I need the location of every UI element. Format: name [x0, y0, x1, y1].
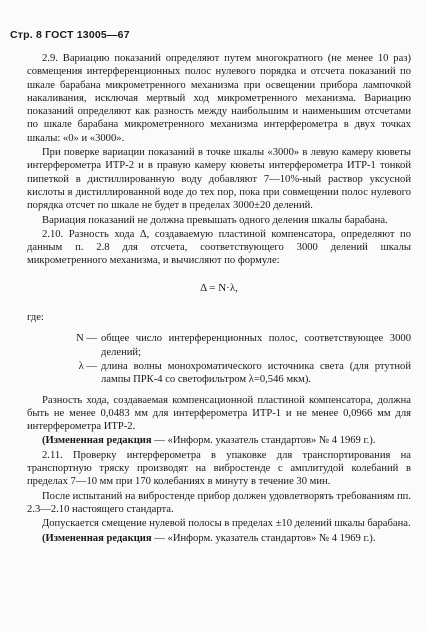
definition-symbol: λ — [78, 360, 97, 372]
paragraph-2-11-after-test: После испытаний на вибростенде прибор должен удовлетворять требованиям пп. 2.3—2.10 настоящего стандарта. [27, 490, 411, 515]
page-header: Стр. 8 ГОСТ 13005—67 [10, 29, 130, 41]
revision-note-1 [27, 434, 411, 447]
paragraph-2-9: 2.9. Вариацию показаний определяют путем многократного (не менее 10 раз) совмещения интерференционных полос нулевого порядка и отсчета показаний по шкале барабана микрометренного механизма при освещении прибора лампочкой накаливания, исключая мертвый ход микрометренного механизма. Вариацию показаний определяют как разность между наибольшим и наименьшим отсчетами по шкале барабана микрометренного механизма интерферометра в двух точках шкалы: «0» и «3000». [27, 53, 411, 144]
definition-symbol: N — [76, 333, 97, 345]
definition-text: длина волны монохроматического источника света (для ртутной лампы ПРК-4 со светофильтром λ=0,546 мкм). [101, 360, 411, 386]
revision-note-label: (Измененная редакция [42, 435, 152, 447]
revision-note-text: — «Информ. указатель стандартов» № 4 1969 г.). [151, 435, 376, 447]
definition-lambda [27, 360, 411, 387]
formula: Δ = N·λ, [200, 281, 238, 294]
where-label: где: [27, 312, 44, 324]
paragraph-2-11-tolerance: Допускается смещение нулевой полосы в пределах ±10 делений шкалы барабана. [42, 518, 411, 530]
paragraph-2-9-requirement: Вариация показаний не должна превышать одного деления шкалы барабана. [42, 214, 388, 226]
revision-note-label: (Измененная редакция [42, 532, 152, 544]
paragraph-2-11: 2.11. Проверку интерферометра в упаковке для транспортирования на транспортную тряску производят на вибростенде с амплитудой колебаний в пределах 7—10 мм при 170 колебаниях в минуту в течение 30 мин. [27, 449, 411, 488]
revision-note-text: — «Информ. указатель стандартов» № 4 1969 г.). [151, 532, 376, 544]
paragraph-2-10-requirement: Разность хода, создаваемая компенсационной пластиной компенсатора, должна быть не менее 0,0483 мм для интерферометра ИТР-1 и не менее 0,0966 мм для интерферометра ИТР-2. [27, 394, 411, 433]
paragraph-2-10: 2.10. Разность хода Δ, создаваемую пластиной компенсатора, определяют по данным п. 2.8 для отсчета, соответствующего 3000 делений шкалы микрометренного механизма, и вычисляют по формуле: [27, 228, 411, 267]
revision-note-2 [27, 532, 411, 545]
definition-n [27, 332, 411, 359]
definition-text: общее число интерференционных полос, соответствующее 3000 делений; [101, 333, 411, 358]
document-body [27, 52, 411, 546]
paragraph-2-9-variation-check: При поверке вариации показаний в точке шкалы «3000» в левую камеру кюветы интерферометра ИТР-2 и в правую камеру кюветы интерферометра ИТР-1 тонкой пипеткой в дистиллированную воду добавляют 7—10%-ный раствор уксусной кислоты в дистиллированной воде до тех пор, пока при совмещении полос нулевого порядка отсчет по шкале не будет в пределах 3000±20 делений. [27, 147, 411, 212]
